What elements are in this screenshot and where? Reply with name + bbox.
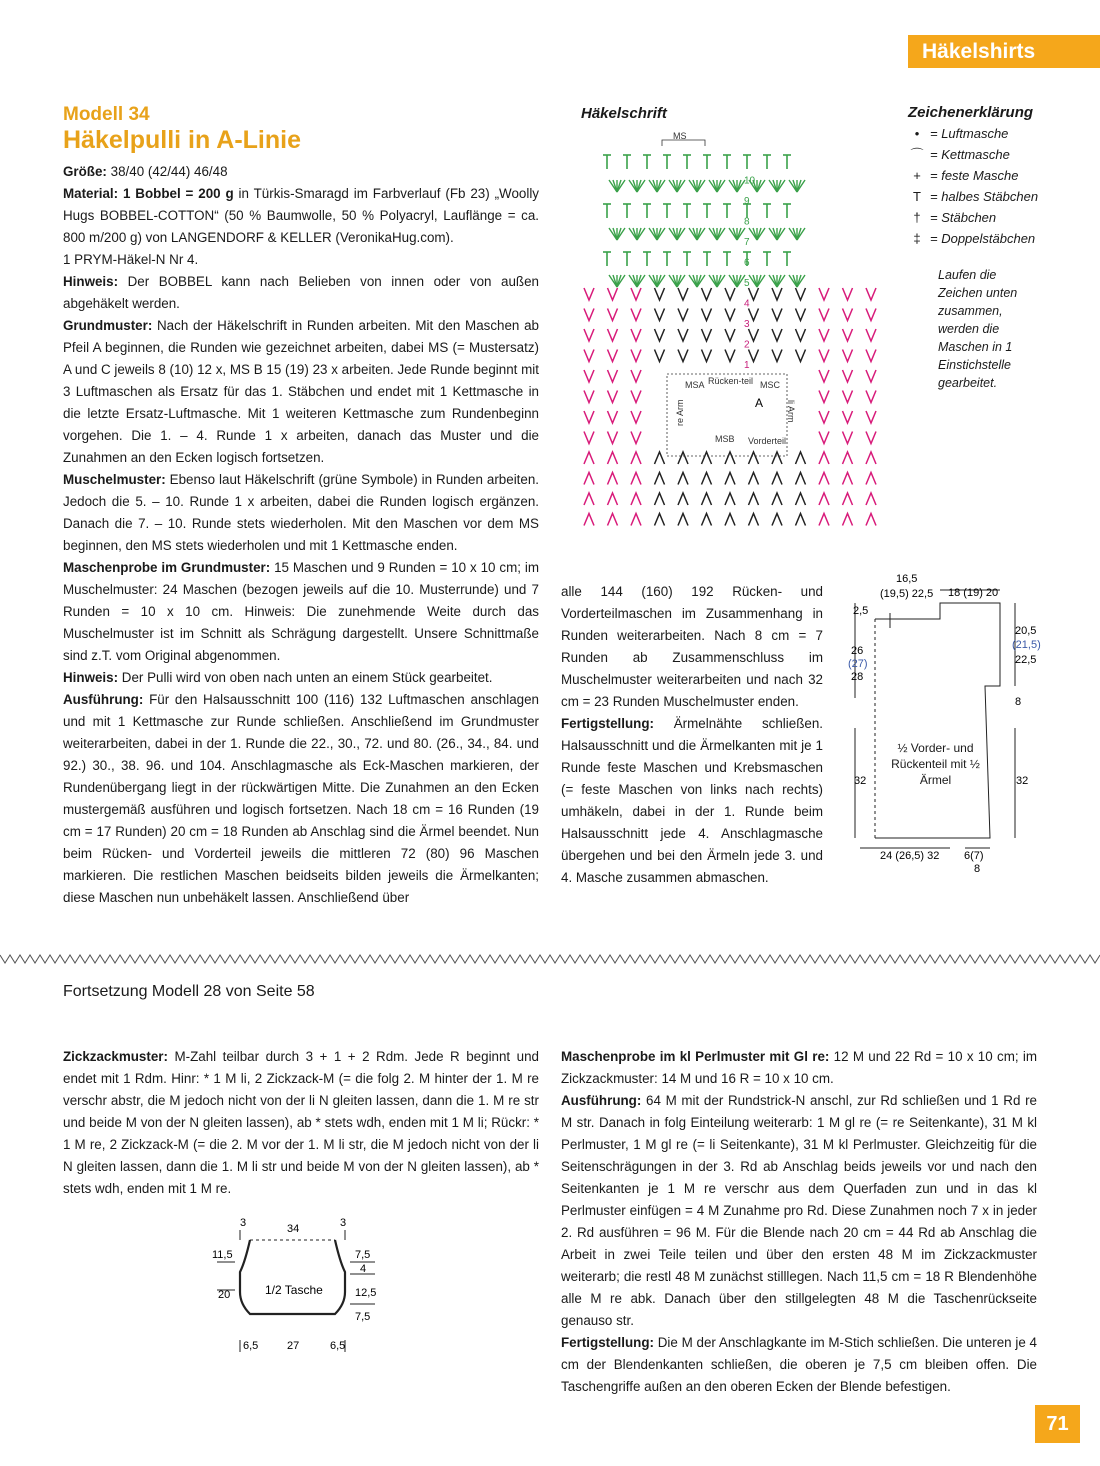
chart-symbol [843, 432, 853, 444]
crochet-chart [575, 128, 905, 548]
chart-symbol [584, 329, 594, 341]
instructions-mid [561, 581, 823, 889]
chart-symbol [678, 473, 688, 485]
chart-symbol [819, 350, 829, 362]
paragraph-label: Grundmuster: [63, 318, 153, 333]
chart-symbol [843, 350, 853, 362]
chart-symbol [772, 452, 782, 464]
legend-label: = Kettmasche [930, 147, 1010, 162]
paragraph-text: Für den Halsausschnitt 100 (116) 132 Luftmaschen anschlagen und mit 1 Kettmasche zur Runde schließen. Anschließend im Grundmuster weiterarbeiten, dabei in der 1. Runde die 22., 30., 72. und 80. (26., 34., 84. und 92.) 30., 38. 96. und 104. Anschlagmasche als Eck-Maschen markieren, der Rundenübergang liegt in der rückwärtigen Mitte. Die Zunahmen an den Ecken mustergemäß ausführen und logisch fortsetzen. Nach 18 cm = 16 Runden (19 cm = 17 Runden) 20 cm = 18 Runden ab Anschlag sind die Ärmel beendet. Nun beim Rücken- und Vorderteil jeweils die mittleren 72 (80) 96 Maschen markieren. Die restlichen Maschen beidseits bilden jeweils die Ärmelkanten; diese Maschen nun unbehäkelt lassen. Anschließend über [63, 692, 539, 905]
chart-symbol [772, 329, 782, 341]
bag-dim-left-20: 20 [218, 1289, 231, 1301]
chart-symbol [584, 514, 594, 526]
chart-symbol [866, 411, 876, 423]
chart-symbol [608, 411, 618, 423]
chart-symbol [702, 350, 712, 362]
chart-symbol [819, 309, 829, 321]
bag-dim-top-3b: 3 [340, 1217, 347, 1229]
paragraph [63, 689, 539, 909]
chart-label-msa: MSA [685, 380, 705, 390]
paragraph-text: 64 M mit der Rundstrick-N anschl, zur Rd schließen und 1 Rd re M str. Danach in folg Einteilung weiterarb: 1 M gl re (= re Seitenkante), 31 M kl Perlmuster, 1 M gl re (= li Seitenkante), 31 M kl Perlmuster. Gleichzeitig für die Seitenschrägungen in der 3. Rd ab Anschlag beids jeweils vor und nach den Seitenkanten je 1 M re verschr aus dem Querfaden zun und in das kl Perlmuster einfügen = 4 M Zunahme pro Rd. Diese Zunahmen noch 7 x in jeder 2. Rd ausführen = 96 M. Für die Blende nach 20 cm = 44 Rd ab Anschlag die Arbeit in zwei Teile teilen und über den ersten 48 M im Zickzackmuster weiterarb; die restl 48 M zunächst stilllegen. Nach 11,5 cm = 18 R Blendenhöhe alle M re abk. Danach über den stillgelegten 48 M die Taschenrückseite genauso str. [561, 1093, 1037, 1328]
chart-symbol [725, 329, 735, 341]
legend-symbol-icon: T [913, 189, 921, 204]
chart-symbol [608, 391, 618, 403]
chart-symbol [725, 452, 735, 464]
paragraph-label: Material: 1 Bobbel = 200 g [63, 186, 234, 201]
chart-symbol [631, 329, 641, 341]
chart-symbol [678, 493, 688, 505]
chart-symbol [702, 514, 712, 526]
paragraph-label: Ausführung: [561, 1093, 642, 1108]
chart-row-number: 6 [744, 257, 750, 269]
chart-symbol [584, 432, 594, 444]
paragraph-text: Der Pulli wird von oben nach unten an einem Stück gearbeitet. [118, 670, 493, 685]
chart-label-re-arm: re Arm [675, 399, 685, 426]
chart-symbol [725, 493, 735, 505]
dim-right-low: 32 [1016, 775, 1029, 787]
chart-symbol [866, 370, 876, 382]
legend-item [908, 186, 1093, 207]
bag-dim-right-75b: 7,5 [355, 1311, 371, 1323]
chart-symbol [749, 452, 759, 464]
paragraph [561, 1046, 1037, 1090]
bag-dim-right-125: 12,5 [355, 1287, 377, 1299]
schematic-piece-label: ½ Vorder- und Rückenteil mit ½ Ärmel [891, 741, 980, 787]
chart-symbol [702, 288, 712, 300]
chart-symbol [702, 329, 712, 341]
bag-dim-right-75a: 7,5 [355, 1249, 371, 1261]
dim-left-3: 28 [851, 671, 864, 683]
chart-symbol [843, 391, 853, 403]
chart-symbol [772, 473, 782, 485]
legend-symbol-icon: + [913, 168, 921, 183]
chart-symbol [866, 452, 876, 464]
paragraph [63, 667, 539, 689]
dim-right-8: 8 [1015, 696, 1022, 708]
chart-symbol [819, 473, 829, 485]
chart-symbol [608, 309, 618, 321]
instructions-bottom-right [561, 1046, 1037, 1398]
chart-label-ms: MS [673, 131, 687, 141]
chart-row-number: 7 [744, 237, 750, 248]
legend-label: = Stäbchen [930, 210, 997, 225]
chart-symbol [702, 309, 712, 321]
paragraph [63, 161, 539, 183]
dim-bottom-left: 24 (26,5) 32 [880, 850, 940, 862]
chart-symbol [584, 473, 594, 485]
chart-symbol [749, 288, 759, 300]
bag-dim-top-34: 34 [287, 1223, 300, 1235]
chart-symbol [866, 493, 876, 505]
model-number: Modell 34 [63, 104, 150, 125]
paragraph-label: Hinweis: [63, 274, 119, 289]
chart-symbol [631, 370, 641, 382]
chart-label-li-arm: li Arm [786, 400, 796, 423]
dim-right-1: 20,5 [1015, 625, 1037, 637]
chart-symbol [819, 493, 829, 505]
chart-symbol [678, 514, 688, 526]
chart-symbol [866, 309, 876, 321]
paragraph-text: M-Zahl teilbar durch 3 + 1 + 2 Rdm. Jede R beginnt und endet mit 1 Rdm. Hinr: * 1 M li, 2 Zickzack-M (= die folg 2. M hinter der 1. M re verschr abstr, die M jedoch nicht von der li N gleiten lassen, dann die 1. M re str und beide M von der N gleiten lassen), ab * stets wdh, enden mit 1 M li; Rückr: * 1 M re, 2 Zickzack-M (= die 2. M vor der 1. M li str, die M jedoch nicht von der li N gleiten lassen, dann die 1. M li str und beide M von der N gleiten lassen), ab * stets wdh, enden mit 1 M re. [63, 1049, 539, 1196]
chart-symbol [796, 350, 806, 362]
chart-symbol [749, 514, 759, 526]
page-number: 71 [1035, 1405, 1080, 1443]
chart-symbol [608, 452, 618, 464]
legend-title: Zeichenerklärung [908, 104, 1034, 121]
chart-symbol [796, 329, 806, 341]
paragraph-label: Maschenprobe im Grundmuster: [63, 560, 271, 575]
paragraph-text: Ärmelnähte schließen. Halsausschnitt und die Ärmelkanten mit je 1 Runde feste Maschen und Krebsmaschen (= feste Maschen von links nach rechts) umhäkeln, dabei in der 1. Runde beim Halsausschnitt jede 4. Anschlagmasche übergehen und bei den Ärmeln jede 3. und 4. Masche zusammen abmaschen. [561, 716, 823, 885]
paragraph [561, 713, 823, 889]
legend-item [908, 123, 1093, 144]
paragraph [63, 469, 539, 557]
chart-symbol [631, 432, 641, 444]
paragraph [63, 271, 539, 315]
legend-label: = Doppelstäbchen [930, 231, 1036, 246]
legend-item [908, 165, 1093, 186]
chart-symbol [819, 514, 829, 526]
chart-symbol [678, 329, 688, 341]
paragraph-text: 15 Maschen und 9 Runden = 10 x 10 cm; im Muschelmuster: 24 Maschen (bezogen jeweils auf die 10. Musterrunde) und 7 Runden = 10 x 10 cm. Hinweis: Die zunehmende Weite durch das Muschelmuster ist im Schnitt als Schrägung dargestellt. Unsere Schnittmaße sind z.T. vom Original abgenommen. [63, 560, 539, 663]
chart-symbol [655, 473, 665, 485]
chart-symbol [655, 309, 665, 321]
legend-symbol-icon: • [914, 126, 920, 141]
chart-symbol [796, 493, 806, 505]
chart-symbol [608, 514, 618, 526]
paragraph [63, 1046, 539, 1200]
chart-symbol [843, 452, 853, 464]
chart-symbol [749, 493, 759, 505]
dim-left-small: 2,5 [853, 605, 869, 617]
chart-symbol [584, 309, 594, 321]
chart-symbol [678, 350, 688, 362]
bag-dim-bottom-65b: 6,5 [330, 1340, 346, 1352]
chart-symbol [819, 391, 829, 403]
chart-symbol [843, 370, 853, 382]
dim-right-2: (21,5) [1012, 639, 1041, 651]
paragraph-label: Ausführung: [63, 692, 144, 707]
paragraph [63, 183, 539, 249]
legend-label: = Luftmasche [930, 126, 1009, 141]
chart-label-vorderteil: Vorderteil [748, 436, 787, 446]
dim-top-center2: (19,5) 22,5 [880, 588, 934, 600]
paragraph-text: in Türkis-Smaragd im Farbverlauf (Fb 23) „Woolly Hugs BOBBEL-COTTON“ (50 % Baumwolle, 50 % Polyacryl, Lauflänge = ca. 800 m/200 g) von LANGENDORF & KELLER (VeronikaHug.com). [63, 186, 539, 245]
paragraph-text: 38/40 (42/44) 46/48 [106, 164, 228, 179]
chart-row-number: 4 [744, 298, 750, 310]
paragraph [561, 581, 823, 713]
chart-symbol [819, 288, 829, 300]
dim-left-1: 26 [851, 645, 864, 657]
legend-item [908, 207, 1093, 228]
chart-symbol [631, 350, 641, 362]
chart-label-msb: MSB [715, 434, 735, 444]
paragraph-text: Nach der Häkelschrift in Runden arbeiten. Mit den Maschen ab Pfeil A beginnen, die Runden wie gezeichnet arbeiten, dabei MS (= Mustersatz) A und C jeweils 8 (10) 12 x, MS B 15 (19) 23 x arbeiten. Jede Runde beginnt mit 3 Luftmaschen als Ersatz für das 1. Stäbchen und endet mit 1 Kettmasche in die letzte Ersatz-Luftmasche. Mit 1 weiteren Kettmasche zum Rundenbeginn vorgehen. Die 1. – 4. Runde 1 x arbeiten, danach das Muster und die Zunahmen an den Ecken logisch fortsetzen. [63, 318, 539, 465]
instructions-left [63, 161, 539, 909]
chart-symbol [584, 411, 594, 423]
chart-symbol [584, 391, 594, 403]
dim-left-low: 32 [854, 775, 867, 787]
legend-item [908, 144, 1093, 165]
chart-symbol [631, 309, 641, 321]
chart-symbol [843, 309, 853, 321]
legend-label: = halbes Stäbchen [930, 189, 1039, 204]
dim-left-2: (27) [848, 658, 868, 670]
paragraph [63, 557, 539, 667]
chart-row-number: 9 [744, 196, 750, 207]
chart-symbol [702, 452, 712, 464]
chart-symbol [796, 473, 806, 485]
chart-symbol [866, 329, 876, 341]
paragraph-text: Die M der Anschlagkante im M-Stich schließen. Die unteren je 4 cm der Blendenkanten schließen, die oberen je 7,5 cm bleiben offen. Die Taschengriffe außen an den oberen Ecken der Blende befestigen. [561, 1335, 1037, 1394]
legend-label: = feste Masche [930, 168, 1019, 183]
chart-symbol [843, 493, 853, 505]
chart-symbol [702, 473, 712, 485]
chart-symbol [584, 493, 594, 505]
chart-symbol [631, 288, 641, 300]
paragraph-text: 1 PRYM-Häkel-N Nr 4. [63, 252, 199, 267]
chart-symbol [631, 391, 641, 403]
chart-symbol [843, 288, 853, 300]
paragraph-label: Zickzackmuster: [63, 1049, 168, 1064]
chart-symbol [655, 452, 665, 464]
paragraph [561, 1332, 1037, 1398]
chart-label-a: A [755, 396, 764, 410]
chart-symbol [608, 473, 618, 485]
chart-symbol [819, 432, 829, 444]
paragraph-label: Muschelmuster: [63, 472, 166, 487]
chart-symbol [608, 493, 618, 505]
chart-row-number: 10 [744, 175, 756, 187]
chart-symbol [631, 514, 641, 526]
chart-label-ruecken: Rücken-teil [708, 376, 754, 386]
garment-schematic [840, 568, 1090, 878]
chart-symbol [655, 493, 665, 505]
chart-symbol [725, 514, 735, 526]
paragraph-label: Größe: [63, 164, 107, 179]
dim-top-right: 18 (19) 20 [948, 587, 999, 599]
legend-item [908, 228, 1093, 249]
legend-note: Laufen die Zeichen unten zusammen, werden die Maschen in 1 Einstichstelle gearbeitet. [938, 268, 1018, 390]
chart-symbol [655, 350, 665, 362]
paragraph-label: Maschenprobe im kl Perlmuster mit Gl re: [561, 1049, 830, 1064]
chart-symbol [631, 473, 641, 485]
paragraph-text: 12 M und 22 Rd = 10 x 10 cm; im Zickzackmuster: 14 M und 16 R = 10 x 10 cm. [561, 1049, 1037, 1086]
chart-symbol [772, 309, 782, 321]
legend-symbol-icon: † [913, 210, 921, 225]
dim-bottom-right2: 8 [974, 863, 981, 875]
bag-dim-bottom-65a: 6,5 [243, 1340, 259, 1352]
chart-symbol [608, 432, 618, 444]
paragraph-text: alle 144 (160) 192 Rücken- und Vorderteilmaschen im Zusammenhang in Runden weiterarbeiten. Nach 8 cm = 7 Runden ab Zusammenschluss im Muschelmuster weiterarbeiten und nach 32 cm = 23 Runden Muschelmuster enden. [561, 584, 823, 709]
chart-label-msc: MSC [760, 380, 780, 390]
model-title: Häkelpulli in A-Linie [63, 126, 301, 154]
chart-row-number: 1 [744, 360, 750, 371]
legend-symbol-icon: ⌒ [910, 147, 924, 162]
chart-symbol [655, 329, 665, 341]
chart-symbol [678, 288, 688, 300]
paragraph-label: Fertigstellung: [561, 716, 654, 731]
continuation-heading: Fortsetzung Modell 28 von Seite 58 [63, 983, 315, 1000]
chart-symbol [796, 309, 806, 321]
chart-symbol [866, 350, 876, 362]
chart-symbol [866, 432, 876, 444]
chart-symbol [749, 309, 759, 321]
chart-symbol [655, 288, 665, 300]
chart-symbol [819, 370, 829, 382]
chart-symbol [608, 288, 618, 300]
chart-symbol [772, 350, 782, 362]
chart-symbol [866, 288, 876, 300]
paragraph-text: Ebenso laut Häkelschrift (grüne Symbole) in Runden arbeiten. Jedoch die 5. – 10. Runde 1 x arbeiten, dabei die Runden logisch ergänzen. Danach die 7. – 10. Runde stets wiederholen. Mit den Maschen vor dem MS beginnen, den MS stets wiederholen und mit 1 Kettmasche enden. [63, 472, 539, 553]
paragraph-label: Fertigstellung: [561, 1335, 654, 1350]
chart-symbol [608, 370, 618, 382]
chart-symbol [584, 288, 594, 300]
chart-symbol [584, 350, 594, 362]
instructions-bottom-left [63, 1046, 539, 1200]
chart-symbol [584, 370, 594, 382]
chart-symbol [772, 288, 782, 300]
legend [908, 104, 1093, 249]
chart-symbol [725, 288, 735, 300]
chart-symbol [678, 309, 688, 321]
chart-symbol [772, 514, 782, 526]
chart-symbol [725, 473, 735, 485]
chart-symbol [631, 411, 641, 423]
chart-symbol [819, 329, 829, 341]
chart-symbol [843, 514, 853, 526]
chart-symbol [819, 452, 829, 464]
dim-top-center: 16,5 [896, 573, 918, 585]
chart-symbol [678, 452, 688, 464]
chart-symbol [749, 329, 759, 341]
chart-symbol [631, 452, 641, 464]
chart-symbol [866, 391, 876, 403]
chart-row-number: 5 [744, 278, 750, 289]
bag-dim-left-115: 11,5 [212, 1249, 233, 1261]
legend-symbol-icon: ‡ [913, 231, 921, 246]
chart-symbol [796, 288, 806, 300]
chart-row-number: 8 [744, 216, 750, 228]
chart-symbol [796, 452, 806, 464]
chart-symbol [796, 514, 806, 526]
chart-symbol [866, 514, 876, 526]
chart-symbol [819, 411, 829, 423]
chart-row-number: 3 [744, 319, 750, 330]
section-banner: Häkelshirts [908, 35, 1100, 68]
dim-right-3: 22,5 [1015, 654, 1037, 666]
chart-symbol [749, 350, 759, 362]
chart-symbol [749, 473, 759, 485]
chart-symbol [608, 329, 618, 341]
zigzag-divider [0, 950, 1100, 970]
bag-piece-label: 1/2 Tasche [265, 1283, 323, 1297]
chart-symbol [631, 493, 641, 505]
chart-symbol [772, 493, 782, 505]
chart-symbol [655, 514, 665, 526]
paragraph [63, 315, 539, 469]
chart-row-number: 2 [744, 339, 750, 351]
chart-symbol [702, 493, 712, 505]
bag-schematic [205, 1212, 390, 1357]
chart-symbol [843, 411, 853, 423]
chart-symbol [584, 452, 594, 464]
paragraph-label: Hinweis: [63, 670, 119, 685]
paragraph-text: Der BOBBEL kann nach Belieben von innen oder von außen abgehäkelt werden. [63, 274, 539, 311]
chart-symbol [608, 350, 618, 362]
chart-symbol [866, 473, 876, 485]
chart-symbol [843, 473, 853, 485]
chart-symbol [725, 309, 735, 321]
dim-bottom-right: 6(7) [964, 850, 984, 862]
chart-symbol [843, 329, 853, 341]
chart-symbol [725, 350, 735, 362]
chart-title: Häkelschrift [581, 105, 667, 122]
bag-dim-bottom-27: 27 [287, 1340, 300, 1352]
bag-dim-top-3a: 3 [240, 1217, 247, 1229]
paragraph [561, 1090, 1037, 1332]
bag-dim-right-4: 4 [360, 1263, 367, 1275]
paragraph [63, 249, 539, 271]
